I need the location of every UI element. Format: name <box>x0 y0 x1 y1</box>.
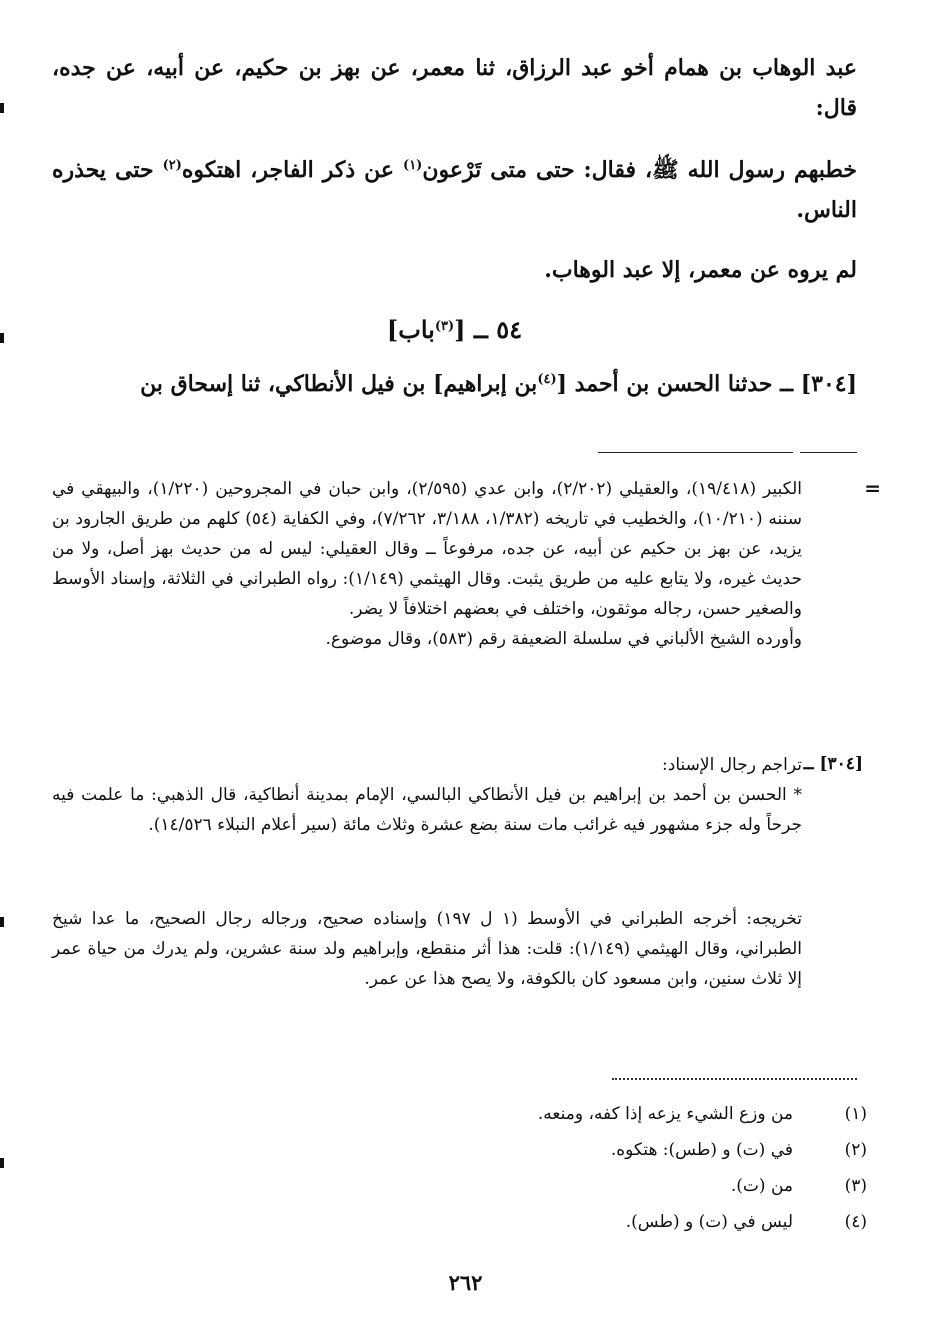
scan-edge-mark <box>0 917 4 927</box>
footnote-text: في (ت) و (طس): هتكوه. <box>610 1140 793 1160</box>
footnote-number: (١) <box>844 1104 867 1124</box>
main-paragraph-1-text: عبد الوهاب بن همام أخو عبد الرزاق، ثنا معمر، عن بهز بن حكيم، عن أبيه، عن جده، قال: <box>52 55 857 121</box>
main-paragraph-3 <box>52 250 857 290</box>
footnote-dotted-separator <box>612 1078 857 1080</box>
notes-block-1-paragraph-1: الكبير (١٩/٤١٨)، والعقيلي (٢/٢٠٢)، وابن عدي (٢/٥٩٥)، وابن حبان في المجروحين (١/٢٢٠)، والبيهقي في سننه (١٠/٢١٠)، والخطيب في تاريخه (١/٣٨٢، ٣/١٨٨، ٧/٢٦٢)، وفي الكفاية (٥٤) كلهم من طريق الجارود بن يزيد، عن بهز بن حكيم عن أبيه، عن جده، مرفوعاً ــ وقال العقيلي: ليس له من حديث بهز أصل، ولا من حديث غيره، ولا يتابع عليه من طريق يثبت. وقال الهيثمي (١/١٤٩): رواه الطبراني في الثلاثة، وإسناد الأوسط والصغير حسن، رجاله موثقون، واختلف في بعضهم اختلافاً لا يضر. <box>52 479 802 619</box>
main-paragraph-4-text-b: بن إبراهيم] بن فيل الأنطاكي، ثنا إسحاق بن <box>140 371 538 397</box>
notes-block-1 <box>52 474 802 654</box>
footnote-text: ليس في (ت) و (طس). <box>625 1212 793 1232</box>
main-paragraph-2-text-c: حتى يحذره الناس. <box>52 157 857 223</box>
scan-edge-mark <box>0 333 4 343</box>
notes-block-2-body: * الحسن بن أحمد بن إبراهيم بن فيل الأنطاكي البالسي، الإمام بمدينة أنطاكية، قال الذهبي: ما علمت فيه جرحاً وله جزء مشهور فيه غرائب مات سنة بضع عشرة وثلاث مائة (سير أعلام النبلاء ١٤/٥٢٦). <box>52 785 802 835</box>
footnote-3 <box>52 1170 867 1202</box>
separator-rule-left <box>598 452 793 453</box>
notes-block-2-title: تراجم رجال الإسناد: <box>662 755 802 775</box>
footnote-number: (٢) <box>844 1140 867 1160</box>
notes-block-3-text: تخريجه: أخرجه الطبراني في الأوسط (١ ل ١٩٧) وإسناده صحيح، ورجاله رجال الصحيح، ما عدا شيخ الطبراني، وقال الهيثمي (١/١٤٩): قلت: هذا أثر منقطع، وإبراهيم ولد سنة عشرين، ولم يدرك من حياة عمر إلا ثلاث سنين، وابن مسعود كان بالكوفة، ولا يصح هذا عن عمر. <box>52 909 803 989</box>
continuation-mark: = <box>864 476 881 500</box>
notes-block-2 <box>52 750 802 840</box>
footnote-ref-2: (٢) <box>162 158 182 173</box>
footnote-4 <box>52 1206 867 1238</box>
scan-edge-mark <box>0 1158 4 1168</box>
main-paragraph-1 <box>52 48 857 128</box>
footnote-number: (٤) <box>844 1212 867 1232</box>
main-paragraph-2-text-a: خطبهم رسول الله ﷺ، فقال: حتى متى تَرْعون <box>422 157 858 183</box>
chapter-heading <box>52 310 857 350</box>
footnote-ref-1: (١) <box>403 158 423 173</box>
main-paragraph-3-text: لم يروه عن معمر، إلا عبد الوهاب. <box>544 257 857 283</box>
chapter-heading-text-b: باب] <box>386 315 435 344</box>
notes-label-304: [٣٠٤] ــ <box>803 754 863 774</box>
footnote-2 <box>52 1134 867 1166</box>
notes-block-1-paragraph-2: وأورده الشيخ الألباني في سلسلة الضعيفة رقم (٥٨٣)، وقال موضوع. <box>325 629 802 649</box>
footnote-ref-4: (٤) <box>537 372 557 387</box>
scan-edge-mark <box>0 103 4 113</box>
footnote-1 <box>52 1098 867 1130</box>
notes-block-3 <box>52 904 802 994</box>
footnote-text: من وزع الشيء يزعه إذا كفه، ومنعه. <box>537 1104 793 1124</box>
page-number: ٢٦٢ <box>448 1270 483 1295</box>
main-paragraph-4-text-a: [٣٠٤] ــ حدثنا الحسن بن أحمد [ <box>556 371 857 397</box>
main-paragraph-4 <box>52 364 857 404</box>
footnote-text: من (ت). <box>730 1176 793 1196</box>
main-paragraph-2 <box>52 150 857 230</box>
footnote-number: (٣) <box>844 1176 867 1196</box>
main-paragraph-2-text-b: عن ذكر الفاجر، اهتكوه <box>181 157 404 183</box>
chapter-heading-text-a: ٥٤ ــ [ <box>454 315 523 344</box>
footnote-ref-3: (٣) <box>434 319 455 334</box>
separator-rule-right <box>800 452 857 453</box>
